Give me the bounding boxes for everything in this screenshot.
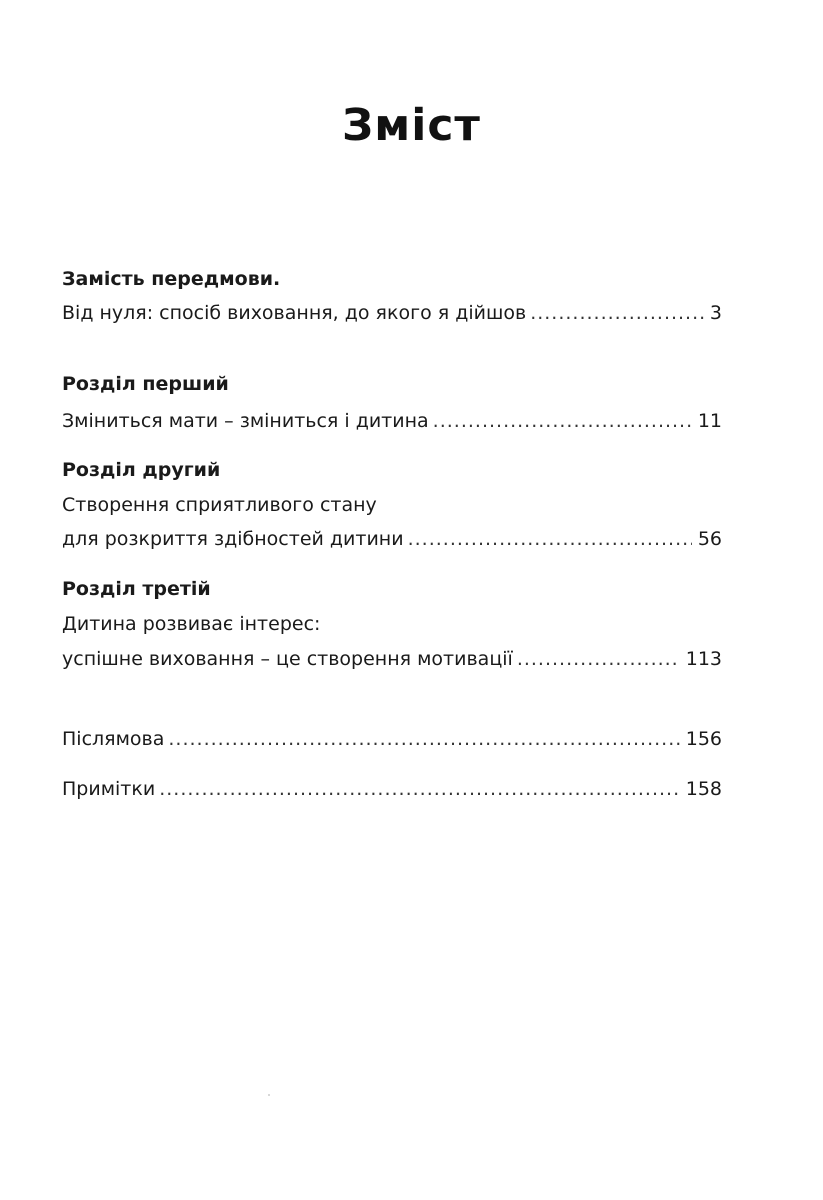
- dot-leader: [168, 724, 679, 754]
- toc-page-number: 56: [697, 528, 722, 550]
- dot-leader: [433, 406, 692, 436]
- toc-entry-text: для розкриття здібностей дитини: [62, 528, 404, 550]
- toc-page-number: 3: [709, 302, 722, 324]
- dot-leader: [408, 524, 692, 554]
- toc-entry-text: Примітки: [62, 778, 156, 800]
- scan-speck: [268, 1094, 270, 1096]
- section-heading-chapter-1: Розділ перший: [62, 373, 229, 395]
- section-subtitle-chapter-2: Створення сприятливого стану: [62, 494, 377, 516]
- toc-entry-preface[interactable]: [62, 298, 722, 328]
- toc-entry-text: Зміниться мати – зміниться і дитина: [62, 410, 429, 432]
- section-heading-preface: Замість передмови.: [62, 268, 281, 290]
- toc-entry-afterword[interactable]: [62, 724, 722, 754]
- toc-entry-chapter-2[interactable]: [62, 524, 722, 554]
- toc-entry-text: Від нуля: спосіб виховання, до якого я дійшов: [62, 302, 527, 324]
- toc-page-number: 113: [685, 648, 722, 670]
- dot-leader: [159, 774, 680, 804]
- page-title: Зміст: [342, 100, 481, 151]
- section-heading-chapter-3: Розділ третій: [62, 578, 211, 600]
- section-heading-chapter-2: Розділ другий: [62, 459, 221, 481]
- toc-page-number: 158: [685, 778, 722, 800]
- toc-page-number: 11: [697, 410, 722, 432]
- toc-entry-notes[interactable]: [62, 774, 722, 804]
- toc-entry-text: успішне виховання – це створення мотивації: [62, 648, 513, 670]
- toc-entry-chapter-3[interactable]: [62, 644, 722, 674]
- dot-leader: [530, 298, 704, 328]
- toc-entry-chapter-1[interactable]: [62, 406, 722, 436]
- section-subtitle-chapter-3: Дитина розвиває інтерес:: [62, 613, 321, 635]
- dot-leader: [517, 644, 680, 674]
- toc-entry-text: Післямова: [62, 728, 165, 750]
- toc-page-number: 156: [685, 728, 722, 750]
